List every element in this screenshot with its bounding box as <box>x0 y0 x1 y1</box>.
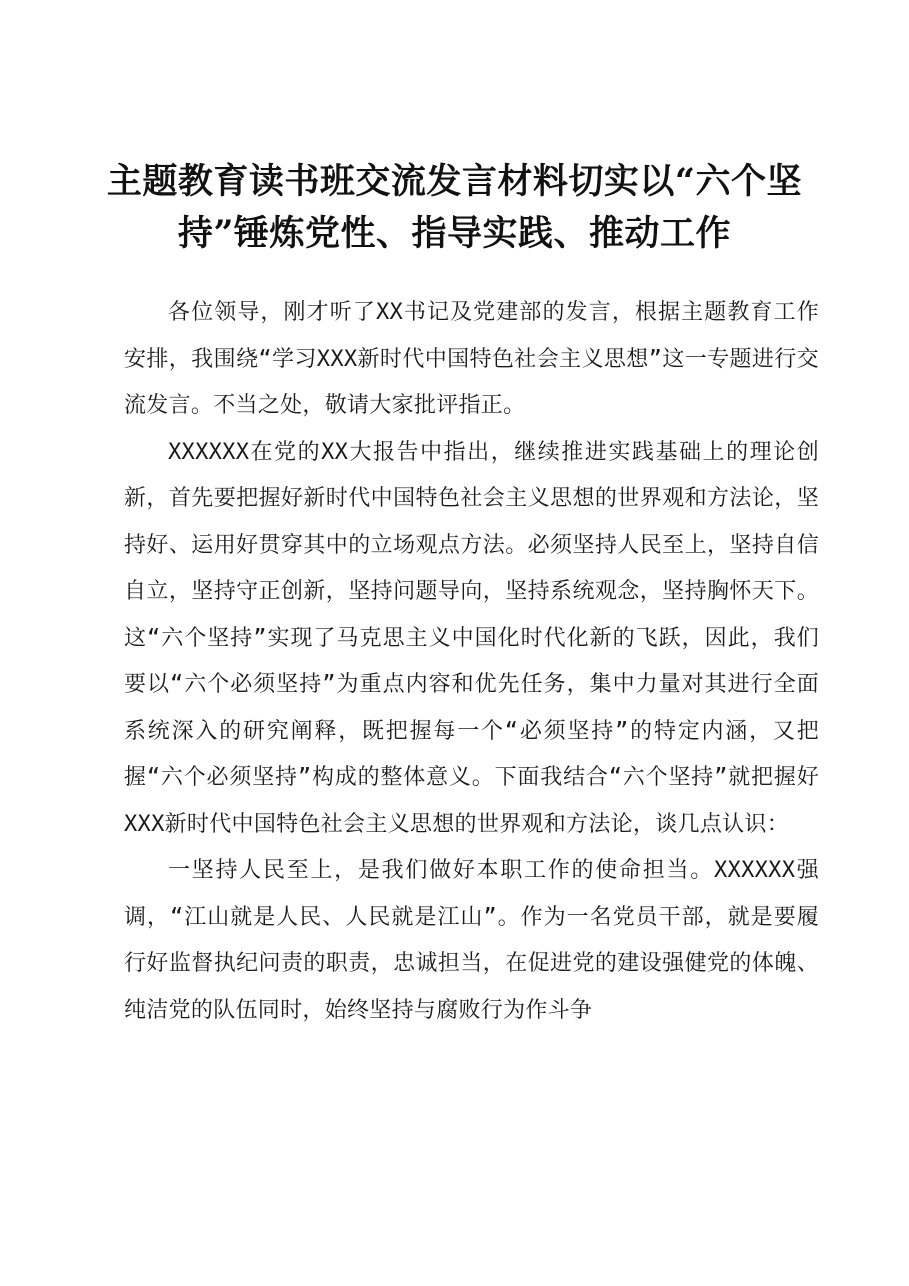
document-body <box>124 290 819 1034</box>
paragraph-point-one: 一坚持人民至上，是我们做好本职工作的使命担当。XXXXXX强调，“江山就是人民、人民就是江山”。作为一名党员干部，就是要履行好监督执纪问责的职责，忠诚担当，在促进党的建设强健党的体魄、纯洁党的队伍同时，始终坚持与腐败行为作斗争 <box>124 858 819 1023</box>
document-title: 主题教育读书班交流发言材料切实以“六个坚持”锤炼党性、指导实践、推动工作 <box>106 161 803 254</box>
paragraph-opening: 各位领导，刚才听了XX书记及党建部的发言，根据主题教育工作安排，我围绕“学习XXX新时代中国特色社会主义思想”这一专题进行交流发言。不当之处，敬请大家批评指正。 <box>124 300 819 418</box>
paragraph-introduction: XXXXXX在党的XX大报告中指出，继续推进实践基础上的理论创新，首先要把握好新时代中国特色社会主义思想的世界观和方法论，坚持好、运用好贯穿其中的立场观点方法。必须坚持人民至上，坚持自信自立，坚持守正创新，坚持问题导向，坚持系统观念，坚持胸怀天下。这“六个坚持”实现了马克思主义中国化时代化新的飞跃，因此，我们要以“六个必须坚持”为重点内容和优先任务，集中力量对其进行全面系统深入的研究阐释，既把握每一个“必须坚持”的特定内涵，又把握“六个必须坚持”构成的整体意义。下面我结合“六个坚持”就把握好XXX新时代中国特色社会主义思想的世界观和方法论，谈几点认识： <box>124 439 819 837</box>
